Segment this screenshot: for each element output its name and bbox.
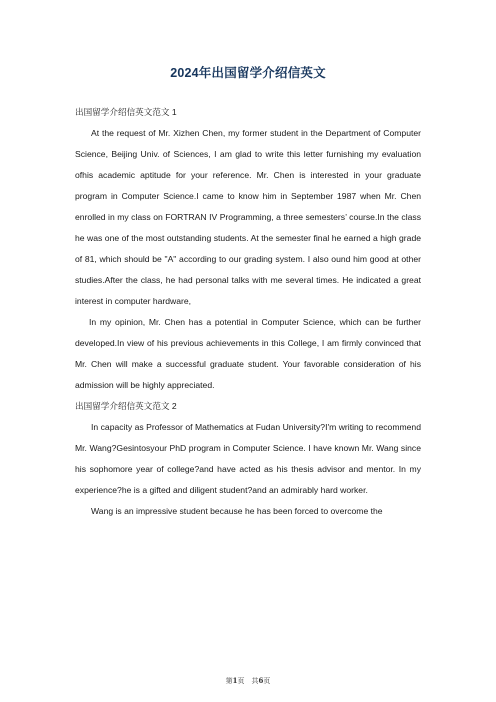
- section-heading: 出国留学介绍信英文范文 1: [75, 107, 177, 117]
- paragraph: In my opinion, Mr. Chen has a potential in Computer Science, which can be further developed.In view of his previous achievements in this College, I am firmly convinced that Mr. Chen will make a successful graduate student. Your favorable consideration of his admission will be highly appreciated.: [75, 317, 421, 390]
- page-footer: [0, 676, 496, 686]
- paragraph: Wang is an impressive student because he has been forced to overcome the: [91, 506, 383, 516]
- document-body: [75, 102, 421, 522]
- section-2: [75, 396, 421, 522]
- footer-suffix: 页: [263, 677, 271, 685]
- paragraph: In capacity as Professor of Mathematics at Fudan University?I'm writing to recommend Mr. Wang?Gesintosyour PhD program in Computer Science. I have known Mr. Wang since his sophomore year of college?and have acted as his thesis advisor and mentor. In my experience?he is a gifted and diligent student?and an admirably hard worker.: [75, 422, 421, 495]
- footer-page-number: 1: [232, 676, 238, 685]
- document-title: 2024年出国留学介绍信英文: [170, 66, 326, 80]
- paragraph: At the request of Mr. Xizhen Chen, my former student in the Department of Computer Science, Beijing Univ. of Sciences, I am glad to write this letter furnishing my evaluation ofhis academic aptitude for your reference. Mr. Chen is interested in your graduate program in Computer Science.I came to know him in September 1987 when Mr. Chen enrolled in my class on FORTRAN IV Programming, a three semesters’ course.In the class he was one of the most outstanding students. At the semester final he earned a high grade of 81, which should be "A" according to our grading system. I also ound him good at other studies.After the class, he had personal talks with me several times. He indicated a great interest in computer hardware,: [75, 128, 421, 306]
- footer-mid: 页 共: [237, 677, 259, 685]
- footer-total-pages: 6: [258, 676, 264, 685]
- section-1: [75, 102, 421, 396]
- footer-prefix: 第: [225, 677, 233, 685]
- section-heading: 出国留学介绍信英文范文 2: [75, 401, 177, 411]
